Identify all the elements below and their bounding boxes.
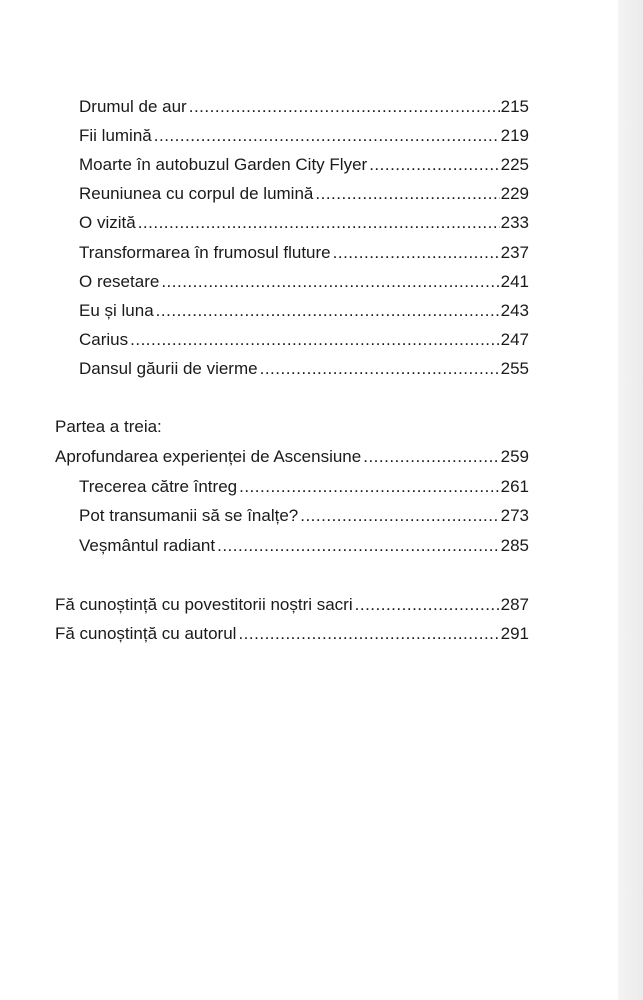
toc-entry: [79, 117, 529, 147]
toc-entry-title: Veșmântul radiant: [79, 536, 216, 555]
toc-entry-title: Fă cunoștință cu povestitorii noștri sacri: [55, 595, 353, 614]
toc-entry-title: Pot transumanii să se înalțe?: [79, 506, 299, 525]
toc-entry: [79, 350, 529, 380]
toc-entry-title: Trecerea către întreg: [79, 477, 238, 496]
toc-closing-entry: [55, 615, 529, 645]
toc-entry: [79, 468, 529, 498]
toc-entry-title: Reuniunea cu corpul de lumină: [79, 184, 314, 203]
toc-entry-title: Drumul de aur: [79, 97, 187, 116]
toc-entry-title: Carius: [79, 330, 129, 349]
toc-entry: [79, 527, 529, 557]
toc-entry: [79, 204, 529, 234]
toc-entry-page: 225: [500, 155, 529, 174]
toc-entry-title: Fii lumină: [79, 126, 152, 145]
toc-entry-page: 261: [500, 477, 529, 496]
dot-leader: [333, 242, 500, 264]
toc-entry: [79, 146, 529, 176]
dot-leader: [161, 271, 499, 293]
toc-entry-title: O vizită: [79, 213, 136, 232]
toc-entry: [79, 497, 529, 527]
toc-part-page: 259: [500, 447, 529, 466]
toc-entry-page: 247: [500, 330, 529, 349]
toc-entry-page: 273: [500, 506, 529, 525]
toc-entry: [79, 292, 529, 322]
dot-leader: [369, 154, 499, 176]
dot-leader: [363, 446, 499, 468]
dot-leader: [300, 505, 499, 527]
toc-entry-page: 287: [500, 595, 529, 614]
toc-entry-page: 219: [500, 126, 529, 145]
toc-part-title: Aprofundarea experienței de Ascensiune: [55, 447, 362, 466]
page-edge-shadow: [618, 0, 643, 1000]
dot-leader: [138, 212, 500, 234]
dot-leader: [154, 125, 500, 147]
toc-entry-page: 291: [500, 624, 529, 643]
dot-leader: [238, 623, 499, 645]
toc-entry-page: 237: [500, 243, 529, 262]
toc-entry-page: 255: [500, 359, 529, 378]
dot-leader: [156, 300, 500, 322]
toc-entry-page: 233: [500, 213, 529, 232]
dot-leader: [239, 476, 500, 498]
toc-entry-title: Transformarea în frumosul fluture: [79, 243, 331, 262]
dot-leader: [355, 594, 500, 616]
toc-entry-title: Dansul găurii de vierme: [79, 359, 258, 378]
toc-entry-title: Moarte în autobuzul Garden City Flyer: [79, 155, 368, 174]
toc-entry-page: 285: [500, 536, 529, 555]
toc-entry-title: Eu și luna: [79, 301, 154, 320]
toc-entry: [79, 234, 529, 264]
toc-entry: [79, 263, 529, 293]
toc-entry-page: 243: [500, 301, 529, 320]
toc-entry: [79, 175, 529, 205]
dot-leader: [130, 329, 500, 351]
dot-leader: [315, 183, 499, 205]
toc-entry-title: Fă cunoștință cu autorul: [55, 624, 237, 643]
toc-entry-title: O resetare: [79, 272, 160, 291]
toc-closing-entry: [55, 586, 529, 616]
dot-leader: [217, 535, 500, 557]
toc-entry-page: 229: [500, 184, 529, 203]
toc-entry: [79, 321, 529, 351]
dot-leader: [189, 96, 500, 118]
part-three-heading: Partea a treia:: [55, 417, 162, 436]
toc-entry-page: 241: [500, 272, 529, 291]
dot-leader: [260, 358, 500, 380]
toc-part-entry: [55, 438, 529, 468]
toc-entry: [79, 88, 529, 118]
toc-entry-page: 215: [500, 97, 529, 116]
